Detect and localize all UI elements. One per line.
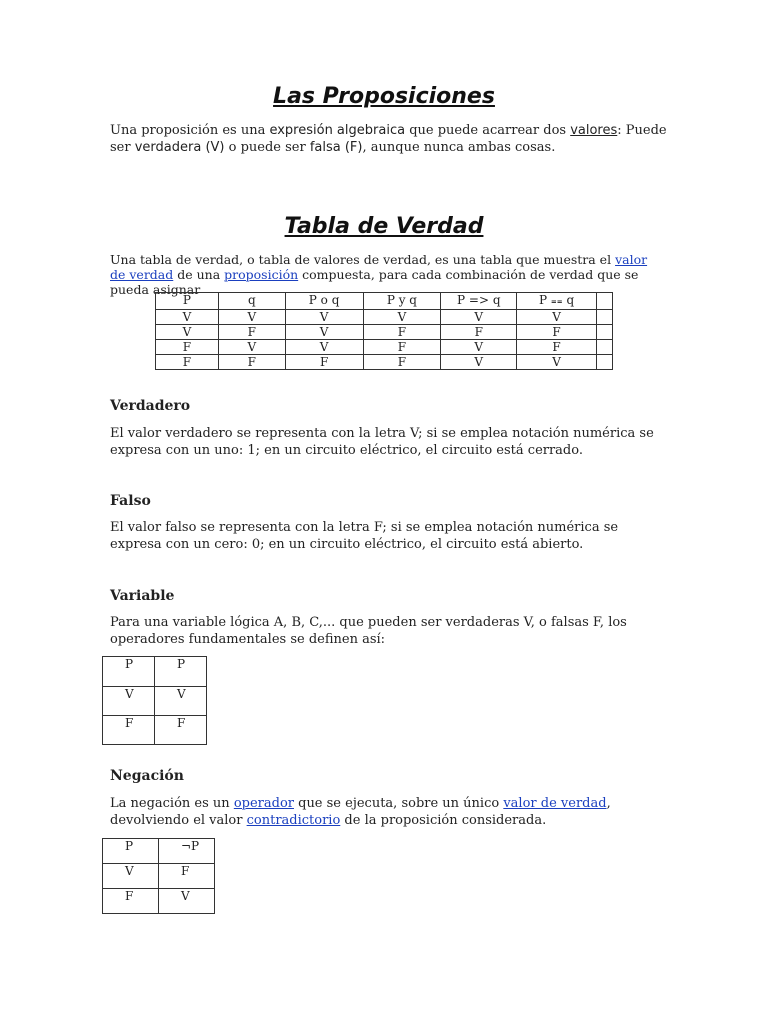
expresion-algebraica-term: expresión algebraica: [269, 123, 406, 138]
truth-table-header-row: [156, 293, 613, 310]
header-cell: P y q: [363, 293, 441, 310]
table-cell: V: [517, 355, 597, 370]
empty-cell: [596, 325, 612, 340]
table-row: [103, 839, 215, 864]
table-cell: V: [156, 325, 219, 340]
table-cell: F: [363, 340, 441, 355]
heading-negacion: Negación: [110, 768, 184, 784]
header-q: q: [566, 293, 575, 307]
verdadera-term: verdadera (V): [134, 140, 225, 155]
falso-paragraph: El valor falso se representa con la letra F; si se emplea notación numérica se expresa con un cero: 0; en un circuito eléctrico, el circuito está abierto.: [110, 520, 619, 552]
intro-text-3: : Puede ser: [110, 123, 667, 155]
table-cell: F: [103, 716, 155, 745]
table-cell: V: [285, 340, 363, 355]
valores-term: valores: [570, 123, 618, 138]
table-cell: F: [218, 325, 285, 340]
table-cell: F: [155, 716, 207, 745]
table-cell: F: [218, 355, 285, 370]
table-cell: P: [155, 657, 207, 687]
heading-variable: Variable: [110, 588, 175, 604]
section-title-tabla: Tabla de Verdad: [284, 214, 484, 239]
table-cell: V: [363, 310, 441, 325]
table-cell: F: [156, 355, 219, 370]
verdadero-paragraph: El valor verdadero se representa con la letra V; si se emplea notación numérica se expresa con un uno: 1; en un circuito eléctrico, el circuito está cerrado.: [110, 426, 654, 458]
variable-paragraph: Para una variable lógica A, B, C,... que pueden ser verdaderas V, o falsas F, los operadores fundamentales se definen así:: [110, 615, 627, 647]
table-row: [103, 657, 207, 687]
heading-verdadero: Verdadero: [110, 398, 191, 414]
table-cell: F: [441, 325, 517, 340]
header-cell: P o q: [285, 293, 363, 310]
table-cell: V: [517, 310, 597, 325]
negacion-text-2: que se ejecuta, sobre un único: [293, 796, 504, 811]
heading-falso: Falso: [110, 493, 151, 509]
negacion-table: [102, 838, 215, 914]
table-cell: V: [285, 310, 363, 325]
tabla-intro-text-2: de una: [173, 267, 225, 282]
valor-de-verdad-link-2[interactable]: valor de verdad: [503, 796, 607, 811]
tabla-intro-paragraph: [110, 252, 665, 297]
negacion-text-1: La negación es un: [110, 796, 234, 811]
header-p: P: [539, 293, 548, 307]
valor-de-verdad-link[interactable]: valor de verdad: [110, 252, 648, 282]
table-cell: P: [103, 839, 159, 864]
table-cell: P: [103, 657, 155, 687]
table-cell: ¬P: [159, 839, 215, 864]
contradictorio-link[interactable]: contradictorio: [246, 813, 341, 828]
intro-text-1: Una proposición es una: [110, 123, 270, 138]
header-cell-biconditional: [517, 293, 597, 310]
table-row: [156, 325, 613, 340]
table-row: [156, 340, 613, 355]
table-row: [103, 716, 207, 745]
falsa-term: falsa (F): [309, 140, 363, 155]
table-cell: F: [517, 325, 597, 340]
empty-cell: [596, 340, 612, 355]
table-cell: V: [103, 864, 159, 889]
table-row: [156, 310, 613, 325]
table-cell: V: [155, 687, 207, 716]
table-row: [103, 864, 215, 889]
truth-table: [155, 292, 613, 370]
negacion-paragraph: [110, 795, 658, 829]
intro-paragraph: [110, 122, 670, 156]
empty-cell: [596, 310, 612, 325]
variable-table: [102, 656, 207, 745]
operador-link[interactable]: operador: [233, 796, 294, 811]
table-cell: F: [363, 355, 441, 370]
table-cell: V: [441, 355, 517, 370]
header-cell: q: [218, 293, 285, 310]
table-cell: V: [285, 325, 363, 340]
table-row: [156, 355, 613, 370]
table-cell: V: [159, 889, 215, 914]
header-cell: P => q: [441, 293, 517, 310]
tabla-intro-text-1: Una tabla de verdad, o tabla de valores de verdad, es una tabla que muestra el: [110, 252, 616, 267]
table-row: [103, 687, 207, 716]
intro-text-4: o puede ser: [224, 140, 310, 155]
table-cell: F: [285, 355, 363, 370]
intro-text-5: , aunque nunca ambas cosas.: [362, 140, 556, 155]
table-cell: F: [363, 325, 441, 340]
tabla-intro-text-3: compuesta, para cada combinación de verdad que se pueda asignar: [110, 267, 639, 297]
table-cell: F: [159, 864, 215, 889]
table-cell: F: [517, 340, 597, 355]
page-title: Las Proposiciones: [273, 84, 495, 109]
table-cell: F: [103, 889, 159, 914]
table-cell: V: [441, 340, 517, 355]
proposicion-link[interactable]: proposición: [224, 267, 299, 282]
table-cell: V: [156, 310, 219, 325]
table-cell: F: [156, 340, 219, 355]
empty-cell: [596, 355, 612, 370]
table-cell: V: [103, 687, 155, 716]
negacion-text-4: de la proposición considerada.: [340, 813, 547, 828]
header-cell: P: [156, 293, 219, 310]
table-row: [103, 889, 215, 914]
negacion-text-3: , devolviendo el valor: [110, 796, 611, 828]
biconditional-symbol: ==: [550, 297, 563, 306]
empty-cell: [596, 293, 612, 310]
table-cell: V: [218, 340, 285, 355]
intro-text-2: que puede acarrear dos: [405, 123, 571, 138]
table-cell: V: [218, 310, 285, 325]
table-cell: V: [441, 310, 517, 325]
